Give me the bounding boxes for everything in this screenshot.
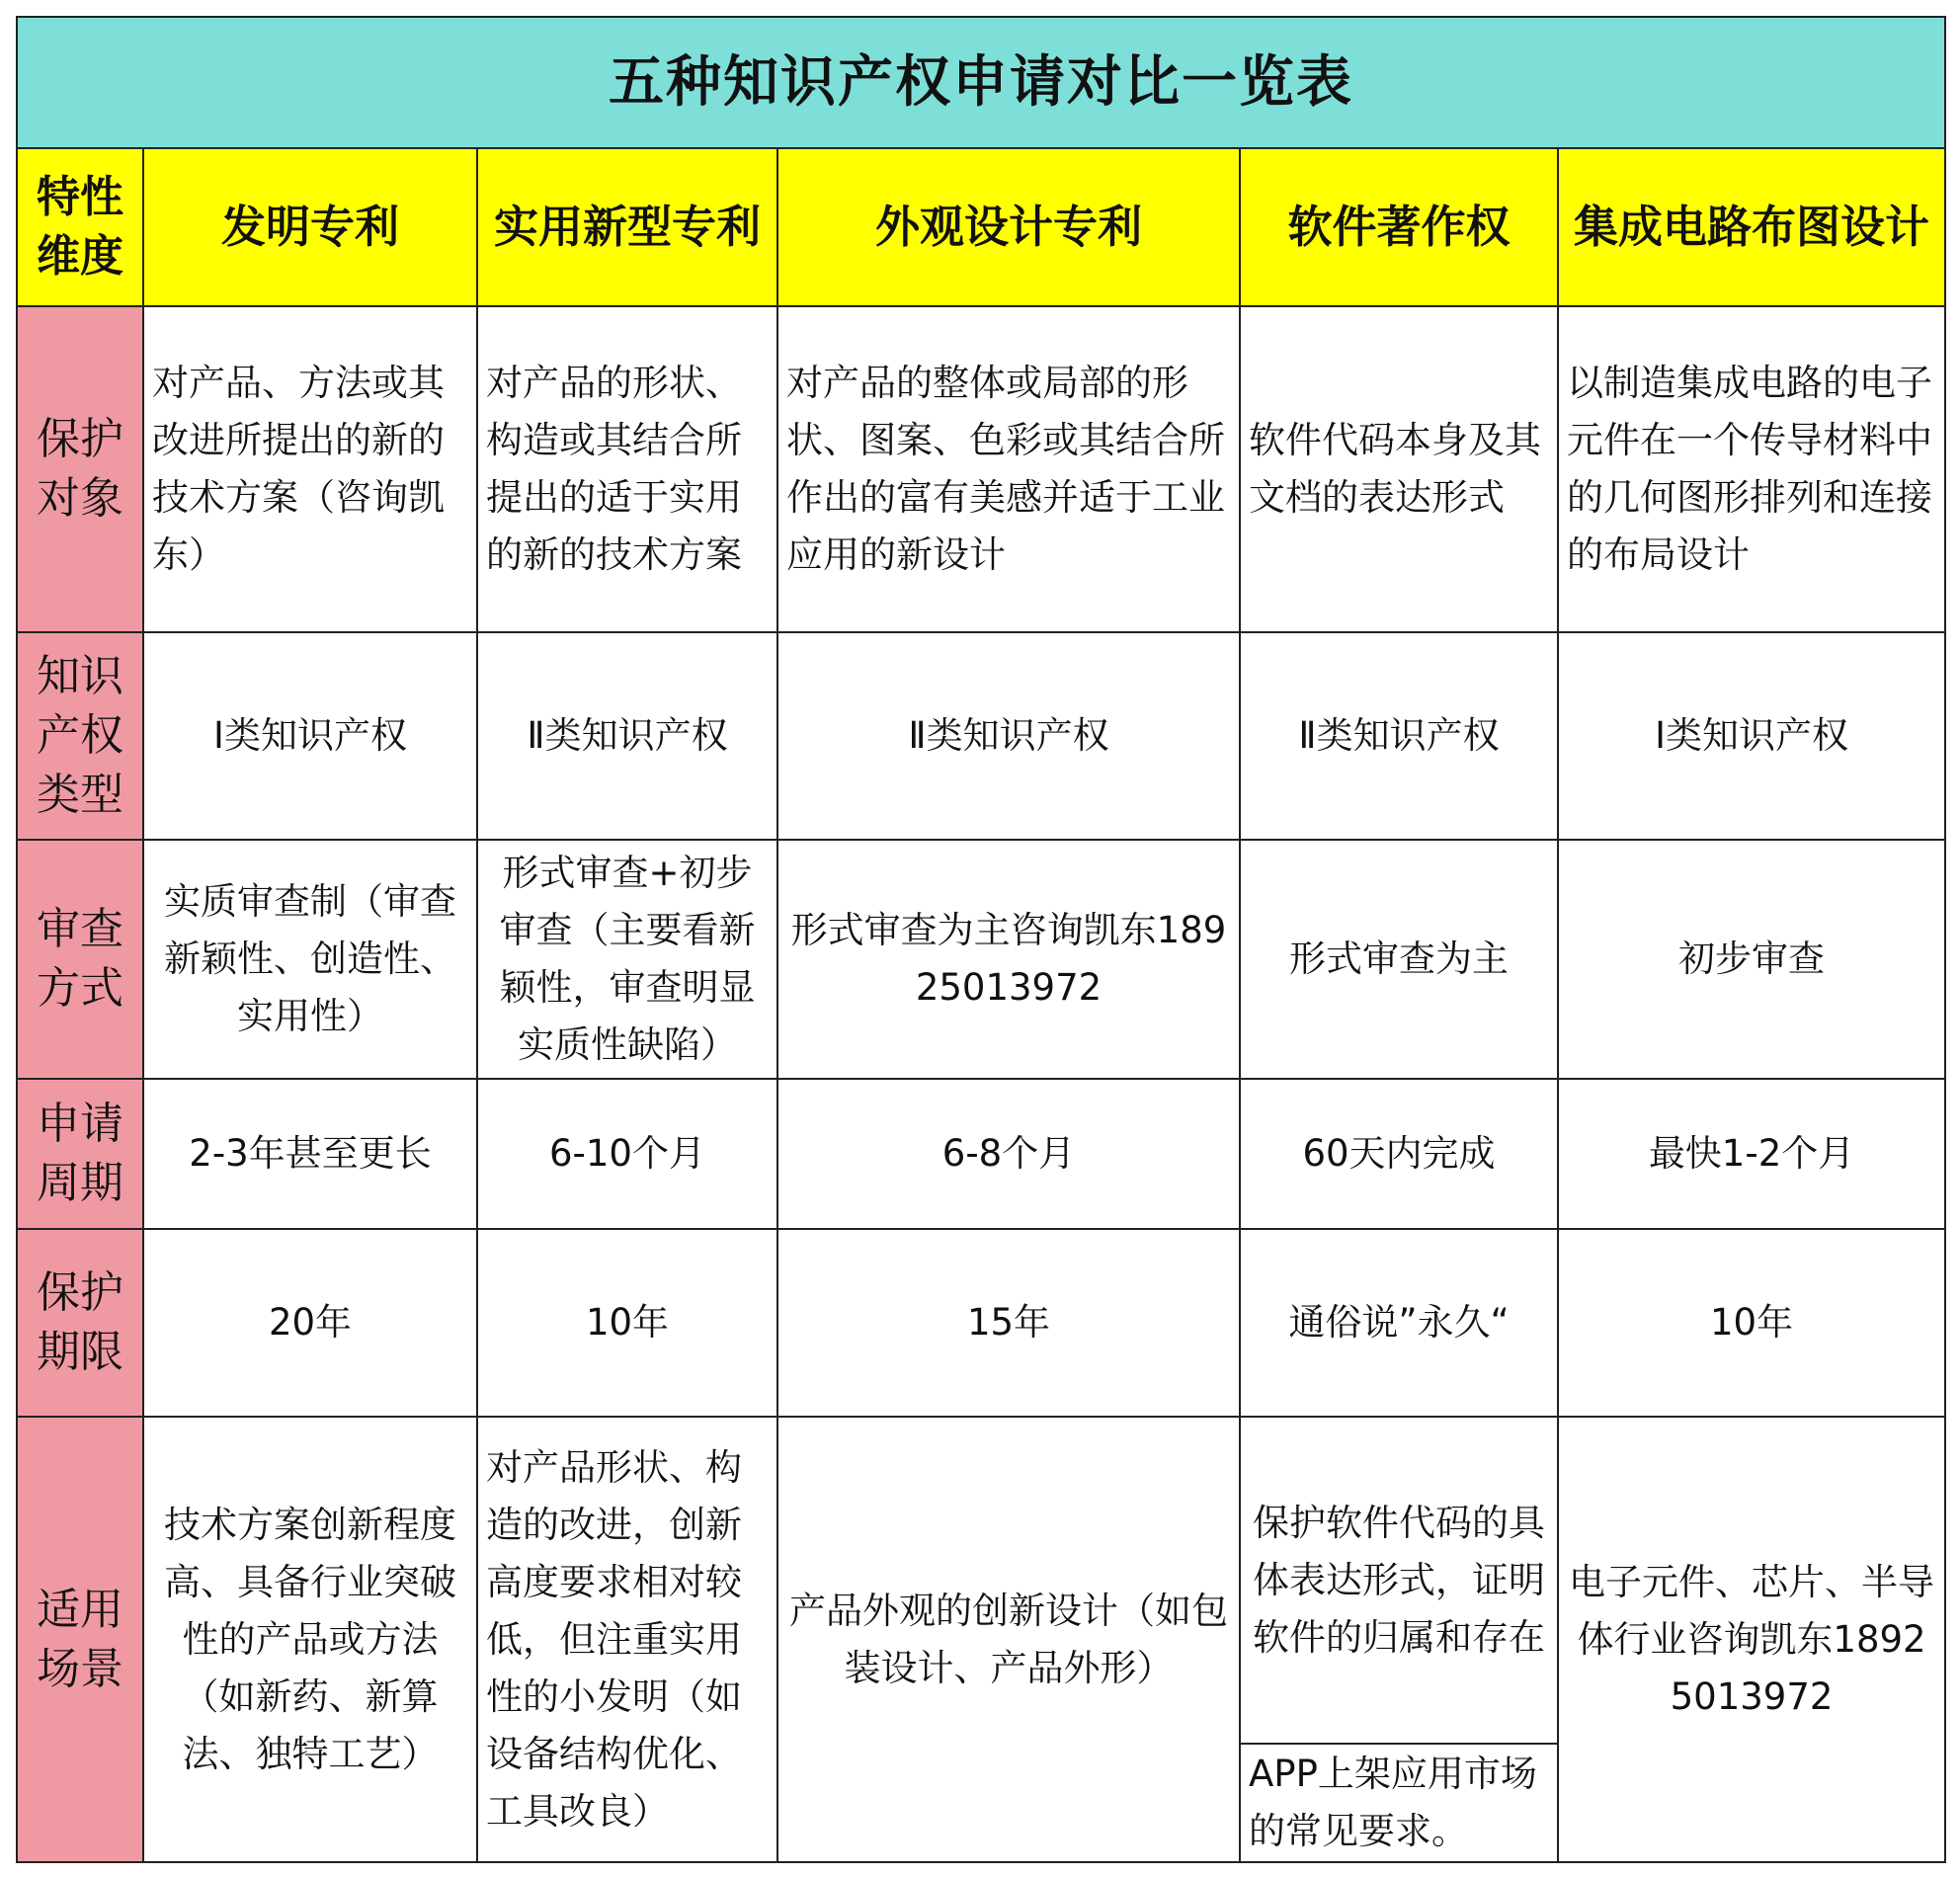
table-row-scenarios	[17, 1417, 1945, 1862]
table-row-examination	[17, 840, 1945, 1079]
row-label: 保护期限	[17, 1229, 143, 1417]
table-cell: Ⅰ类知识产权	[143, 632, 477, 840]
table-row-protection-term	[17, 1229, 1945, 1417]
corner-header: 特性维度	[17, 148, 143, 306]
comparison-table	[16, 16, 1946, 1863]
column-header-ic-layout: 集成电路布图设计	[1558, 148, 1945, 306]
table-cell: 对产品、方法或其改进所提出的新的技术方案（咨询凯东）	[143, 306, 477, 632]
split-cell-bottom: APP上架应用市场的常见要求。	[1241, 1743, 1557, 1861]
table-row-protection-object	[17, 306, 1945, 632]
table-cell: 60天内完成	[1240, 1079, 1558, 1229]
table-row-application-period	[17, 1079, 1945, 1229]
title-row	[17, 17, 1945, 148]
table-cell: Ⅱ类知识产权	[1240, 632, 1558, 840]
table-cell: 电子元件、芯片、半导体行业咨询凯东18925013972	[1558, 1417, 1945, 1862]
column-header-utility: 实用新型专利	[477, 148, 777, 306]
table-cell: 15年	[777, 1229, 1240, 1417]
table-cell: 通俗说”永久“	[1240, 1229, 1558, 1417]
table-cell: 10年	[477, 1229, 777, 1417]
table-row-ip-type	[17, 632, 1945, 840]
split-cell-top: 保护软件代码的具体表达形式，证明软件的归属和存在	[1253, 1501, 1545, 1659]
split-cell-container	[1241, 1418, 1557, 1861]
table-title: 五种知识产权申请对比一览表	[17, 17, 1945, 148]
row-label: 审查方式	[17, 840, 143, 1079]
table-cell: 初步审查	[1558, 840, 1945, 1079]
table-cell: 10年	[1558, 1229, 1945, 1417]
table-cell-split	[1240, 1417, 1558, 1862]
row-label: 知识产权类型	[17, 632, 143, 840]
column-header-invention: 发明专利	[143, 148, 477, 306]
table-cell: 以制造集成电路的电子元件在一个传导材料中的几何图形排列和连接的布局设计	[1558, 306, 1945, 632]
table-cell: 形式审查为主	[1240, 840, 1558, 1079]
table-cell: 软件代码本身及其文档的表达形式	[1240, 306, 1558, 632]
table-cell: 20年	[143, 1229, 477, 1417]
table-cell: 形式审查为主咨询凯东18925013972	[777, 840, 1240, 1079]
table-cell: 实质审查制（审查新颖性、创造性、实用性）	[143, 840, 477, 1079]
table-cell: 对产品的整体或局部的形状、图案、色彩或其结合所作出的富有美感并适于工业应用的新设计	[777, 306, 1240, 632]
table-cell: Ⅱ类知识产权	[477, 632, 777, 840]
table-cell: Ⅰ类知识产权	[1558, 632, 1945, 840]
table-cell: 技术方案创新程度高、具备行业突破性的产品或方法（如新药、新算法、独特工艺）	[143, 1417, 477, 1862]
row-label: 适用场景	[17, 1417, 143, 1862]
table-cell: 形式审查+初步审查（主要看新颖性，审查明显实质性缺陷）	[477, 840, 777, 1079]
column-header-software: 软件著作权	[1240, 148, 1558, 306]
column-header-design: 外观设计专利	[777, 148, 1240, 306]
table-cell: 6-10个月	[477, 1079, 777, 1229]
table-cell: 对产品形状、构造的改进，创新高度要求相对较低，但注重实用性的小发明（如设备结构优化、工具改良）	[477, 1417, 777, 1862]
table-cell: 对产品的形状、构造或其结合所提出的适于实用的新的技术方案	[477, 306, 777, 632]
header-row	[17, 148, 1945, 306]
table-cell: 最快1-2个月	[1558, 1079, 1945, 1229]
table-cell: 6-8个月	[777, 1079, 1240, 1229]
table-cell: 产品外观的创新设计（如包装设计、产品外形）	[777, 1417, 1240, 1862]
table-cell: Ⅱ类知识产权	[777, 632, 1240, 840]
row-label: 申请周期	[17, 1079, 143, 1229]
table-cell: 2-3年甚至更长	[143, 1079, 477, 1229]
comparison-table-sheet	[16, 16, 1944, 1859]
row-label: 保护对象	[17, 306, 143, 632]
